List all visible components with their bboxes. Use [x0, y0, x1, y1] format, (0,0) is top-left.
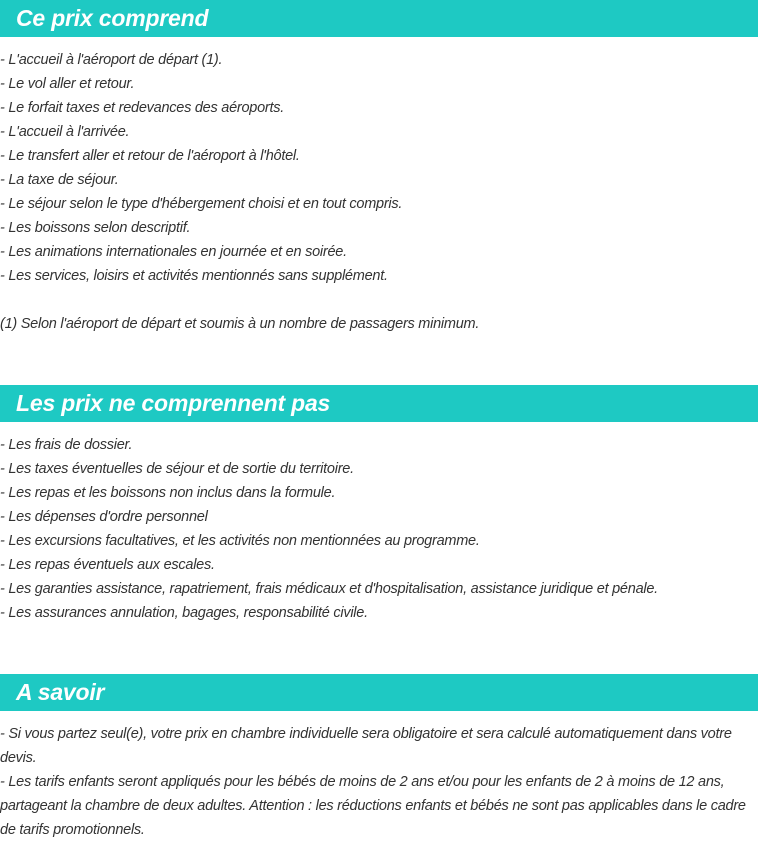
list-item: - La taxe de séjour. — [0, 172, 119, 188]
section-body-good-to-know — [0, 711, 758, 842]
section-body-price-includes — [0, 37, 758, 336]
list-item: - Les boissons selon descriptif. — [0, 220, 191, 236]
list-item: - Les excursions facultatives, et les activités non mentionnées au programme. — [0, 533, 480, 549]
list-item: - L'accueil à l'aéroport de départ (1). — [0, 52, 223, 68]
section-header-price-excludes — [0, 385, 758, 422]
list-item: - Les taxes éventuelles de séjour et de sortie du territoire. — [0, 461, 354, 477]
section-title: Les prix ne comprennent pas — [16, 390, 331, 416]
list-item: - Les repas et les boissons non inclus dans la formule. — [0, 485, 336, 501]
list-item: - Les garanties assistance, rapatriement, frais médicaux et d'hospitalisation, assistance juridique et pénale. — [0, 581, 658, 597]
list-item: - Les services, loisirs et activités mentionnés sans supplément. — [0, 268, 388, 284]
list-item: - Le vol aller et retour. — [0, 76, 135, 92]
list-item: - Les dépenses d'ordre personnel — [0, 509, 208, 525]
section-title: A savoir — [16, 679, 105, 705]
section-header-good-to-know — [0, 674, 758, 711]
list-item: - Le forfait taxes et redevances des aéroports. — [0, 100, 285, 116]
list-item: - Les repas éventuels aux escales. — [0, 557, 215, 573]
section-header-price-includes — [0, 0, 758, 37]
footnote: (1) Selon l'aéroport de départ et soumis à un nombre de passagers minimum. — [0, 316, 480, 332]
list-item: - Les animations internationales en journée et en soirée. — [0, 244, 347, 260]
list-item: - Si vous partez seul(e), votre prix en chambre individuelle sera obligatoire et sera calculé automatiquement dans votre devis. — [0, 726, 732, 766]
section-title: Ce prix comprend — [16, 5, 209, 31]
list-item: - Le séjour selon le type d'hébergement choisi et en tout compris. — [0, 196, 403, 212]
list-item: - Les frais de dossier. — [0, 437, 133, 453]
list-item: - Les tarifs enfants seront appliqués pour les bébés de moins de 2 ans et/ou pour les enfants de 2 à moins de 12 ans, partageant la chambre de deux adultes. Attention : les réductions enfants et bébés ne sont pas applicables dans le cadre de tarifs promotionnels. — [0, 774, 746, 838]
list-item: - Le transfert aller et retour de l'aéroport à l'hôtel. — [0, 148, 300, 164]
list-item: - Les assurances annulation, bagages, responsabilité civile. — [0, 605, 368, 621]
section-body-price-excludes — [0, 422, 758, 625]
list-item: - L'accueil à l'arrivée. — [0, 124, 130, 140]
